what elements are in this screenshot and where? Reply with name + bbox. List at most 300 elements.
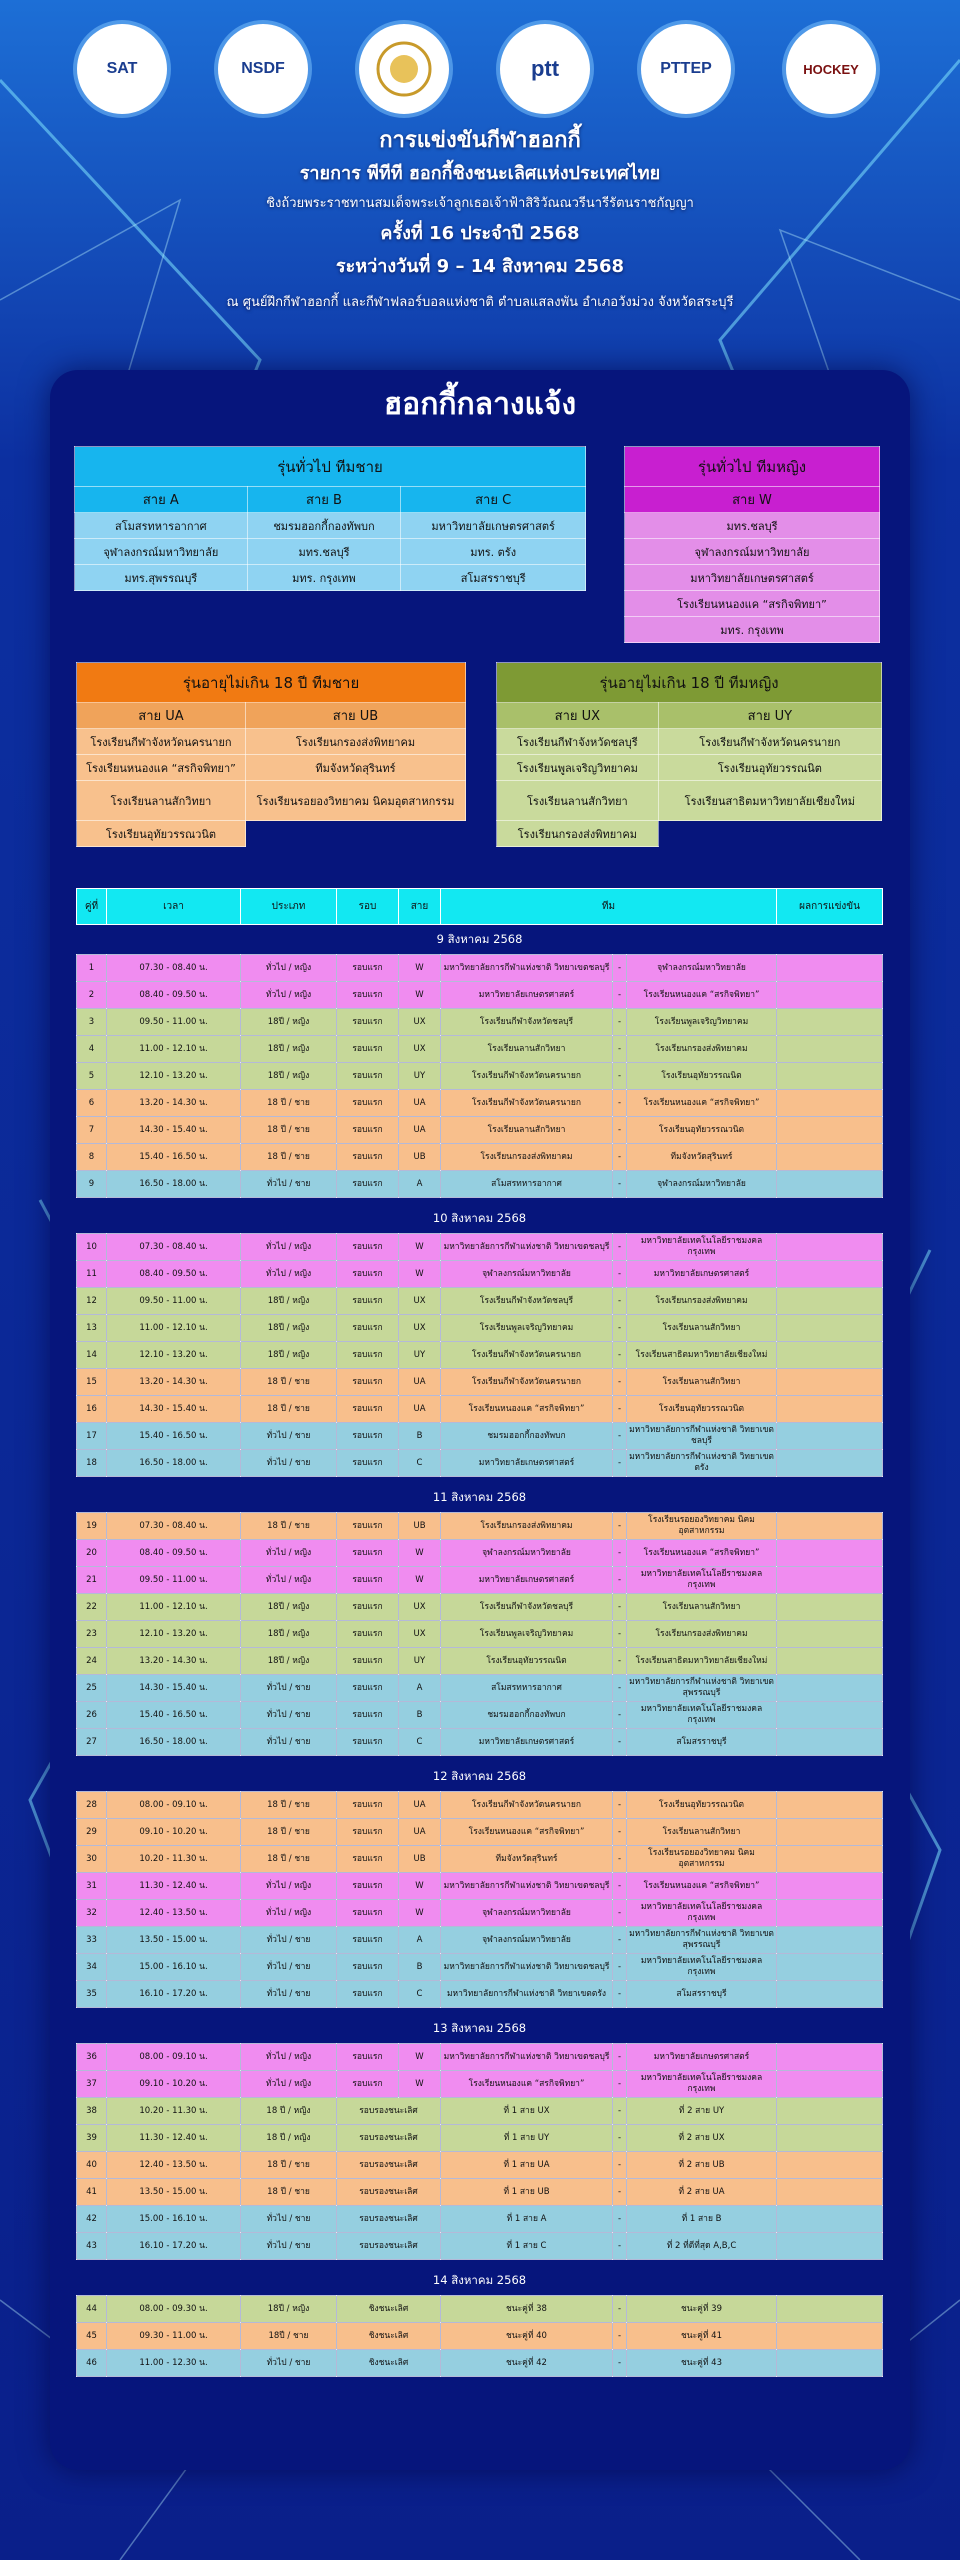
match-pool: W xyxy=(399,1900,441,1927)
match-row xyxy=(77,1675,883,1702)
match-number: 28 xyxy=(77,1792,107,1819)
vs-separator: - xyxy=(613,2296,627,2323)
match-round: รอบแรก xyxy=(337,1513,399,1540)
team-home: มหาวิทยาลัยการกีฬาแห่งชาติ วิทยาเขตชลบุรี xyxy=(441,955,613,982)
logo-label: ptt xyxy=(530,56,560,81)
empty-cell xyxy=(246,821,466,847)
match-round: รอบแรก xyxy=(337,955,399,982)
team-away: ที่ 2 สาย UY xyxy=(627,2098,777,2125)
match-time: 09.10 - 10.20 น. xyxy=(107,1819,241,1846)
team-away: โรงเรียนอุทัยวรรณวนิต xyxy=(627,1792,777,1819)
match-pool: A xyxy=(399,1927,441,1954)
match-pool: UX xyxy=(399,1288,441,1315)
match-result xyxy=(777,1144,883,1171)
panel-title: ฮอกกี้กลางแจ้ง xyxy=(383,387,577,422)
match-row xyxy=(77,2044,883,2071)
event-trophy: ชิงถ้วยพระราชทานสมเด็จพระเจ้าลูกเธอเจ้าฟ้าสิริวัณณวรีนารีรัตนราชกัญญา xyxy=(266,196,694,211)
match-category: 18ปี / หญิง xyxy=(241,1594,337,1621)
col-header: ผลการแข่งขัน xyxy=(777,889,883,925)
vs-separator: - xyxy=(613,2044,627,2071)
match-round: รอบแรก xyxy=(337,1036,399,1063)
match-pool: W xyxy=(399,982,441,1009)
match-category: ทั่วไป / ชาย xyxy=(241,1729,337,1756)
hockey-club-logo xyxy=(786,24,876,114)
vs-separator: - xyxy=(613,1819,627,1846)
match-time: 08.00 - 09.10 น. xyxy=(107,1792,241,1819)
date-row xyxy=(77,925,883,955)
match-round: รอบแรก xyxy=(337,2044,399,2071)
match-result xyxy=(777,1288,883,1315)
match-round: รอบแรก xyxy=(337,1090,399,1117)
team-home: โรงเรียนกีฬาจังหวัดชลบุรี xyxy=(441,1288,613,1315)
group-open-men xyxy=(74,446,586,591)
match-number: 17 xyxy=(77,1423,107,1450)
match-number: 5 xyxy=(77,1063,107,1090)
match-date: 14 สิงหาคม 2568 xyxy=(77,2266,883,2296)
match-time: 16.50 - 18.00 น. xyxy=(107,1729,241,1756)
team-away: โรงเรียนหนองแค “สรกิจพิทยา” xyxy=(627,982,777,1009)
match-pool: UY xyxy=(399,1063,441,1090)
event-subtitle: รายการ พีทีที ฮอกกี้ชิงชนะเลิศแห่งประเทศไทย xyxy=(299,163,661,184)
match-pool: UA xyxy=(399,1117,441,1144)
team-cell: โรงเรียนหนองแค “สรกิจพิทยา” xyxy=(77,755,246,781)
match-pool: W xyxy=(399,1567,441,1594)
team-away: ชนะคู่ที่ 43 xyxy=(627,2350,777,2377)
match-time: 15.40 - 16.50 น. xyxy=(107,1702,241,1729)
match-category: 18 ปี / ชาย xyxy=(241,1369,337,1396)
team-home: ทีมจังหวัดสุรินทร์ xyxy=(441,1846,613,1873)
col-header: เวลา xyxy=(107,889,241,925)
match-number: 6 xyxy=(77,1090,107,1117)
match-round: รอบแรก xyxy=(337,1009,399,1036)
match-result xyxy=(777,1342,883,1369)
match-time: 13.20 - 14.30 น. xyxy=(107,1369,241,1396)
match-row xyxy=(77,1234,883,1261)
match-time: 16.50 - 18.00 น. xyxy=(107,1450,241,1477)
team-cell: มทร.ชลบุรี xyxy=(247,539,401,565)
team-cell: สโมสรราชบุรี xyxy=(401,565,586,591)
schedule-header-row xyxy=(77,889,883,925)
match-time: 14.30 - 15.40 น. xyxy=(107,1675,241,1702)
vs-separator: - xyxy=(613,1873,627,1900)
group-title: รุ่นทั่วไป ทีมหญิง xyxy=(625,447,880,487)
vs-separator: - xyxy=(613,1063,627,1090)
event-header xyxy=(0,124,960,322)
team-cell: โรงเรียนกรองส่งพิทยาคม xyxy=(246,729,466,755)
vs-separator: - xyxy=(613,2350,627,2377)
match-time: 09.10 - 10.20 น. xyxy=(107,2071,241,2098)
logo-label: SAT xyxy=(106,60,138,77)
team-away: โรงเรียนพูลเจริญวิทยาคม xyxy=(627,1009,777,1036)
team-home: โรงเรียนกีฬาจังหวัดนครนายก xyxy=(441,1792,613,1819)
team-away: ที่ 2 สาย UA xyxy=(627,2179,777,2206)
team-home: โรงเรียนพูลเจริญวิทยาคม xyxy=(441,1315,613,1342)
logo-label: PTTEP xyxy=(660,60,712,77)
team-home: โรงเรียนกรองส่งพิทยาคม xyxy=(441,1513,613,1540)
match-round: รอบแรก xyxy=(337,1144,399,1171)
pool-label: สาย UA xyxy=(77,703,246,729)
team-home: มหาวิทยาลัยการกีฬาแห่งชาติ วิทยาเขตชลบุรี xyxy=(441,1954,613,1981)
team-away: ที่ 2 ที่ดีที่สุด A,B,C xyxy=(627,2233,777,2260)
match-category: ทั่วไป / หญิง xyxy=(241,982,337,1009)
match-number: 46 xyxy=(77,2350,107,2377)
team-home: ที่ 1 สาย UY xyxy=(441,2125,613,2152)
vs-separator: - xyxy=(613,1621,627,1648)
vs-separator: - xyxy=(613,982,627,1009)
match-category: ทั่วไป / ชาย xyxy=(241,1423,337,1450)
match-schedule-table xyxy=(76,888,883,2377)
match-result xyxy=(777,1540,883,1567)
match-result xyxy=(777,1117,883,1144)
team-home: โรงเรียนหนองแค “สรกิจพิทยา” xyxy=(441,1819,613,1846)
team-cell: มหาวิทยาลัยเกษตรศาสตร์ xyxy=(625,565,880,591)
match-number: 12 xyxy=(77,1288,107,1315)
vs-separator: - xyxy=(613,1729,627,1756)
vs-separator: - xyxy=(613,2206,627,2233)
team-away: โรงเรียนอุทัยวรรณวนิต xyxy=(627,1117,777,1144)
match-category: 18 ปี / ชาย xyxy=(241,1396,337,1423)
match-time: 13.50 - 15.00 น. xyxy=(107,2179,241,2206)
team-home: โรงเรียนอุทัยวรรณนิต xyxy=(441,1648,613,1675)
match-round: รอบแรก xyxy=(337,982,399,1009)
vs-separator: - xyxy=(613,2125,627,2152)
match-number: 41 xyxy=(77,2179,107,2206)
vs-separator: - xyxy=(613,1846,627,1873)
vs-separator: - xyxy=(613,2233,627,2260)
match-result xyxy=(777,1621,883,1648)
match-category: 18 ปี / ชาย xyxy=(241,2179,337,2206)
match-category: ทั่วไป / ชาย xyxy=(241,1954,337,1981)
crest-icon xyxy=(374,39,434,99)
vs-separator: - xyxy=(613,2152,627,2179)
match-result xyxy=(777,1792,883,1819)
match-category: 18ปี / หญิง xyxy=(241,2296,337,2323)
match-category: 18ปี / ชาย xyxy=(241,2323,337,2350)
match-round: รอบแรก xyxy=(337,1117,399,1144)
match-number: 33 xyxy=(77,1927,107,1954)
match-round: รอบแรก xyxy=(337,1396,399,1423)
match-row xyxy=(77,1567,883,1594)
match-category: ทั่วไป / หญิง xyxy=(241,2044,337,2071)
team-home: โรงเรียนกีฬาจังหวัดชลบุรี xyxy=(441,1009,613,1036)
match-category: 18ปี / หญิง xyxy=(241,1288,337,1315)
match-round: รอบรองชนะเลิศ xyxy=(337,2179,441,2206)
team-away: โรงเรียนลานสักวิทยา xyxy=(627,1594,777,1621)
match-number: 39 xyxy=(77,2125,107,2152)
match-row xyxy=(77,2125,883,2152)
empty-cell xyxy=(658,821,881,847)
event-edition: ครั้งที่ 16 ประจำปี 2568 xyxy=(380,223,580,244)
group-title: รุ่นอายุไม่เกิน 18 ปี ทีมหญิง xyxy=(497,663,882,703)
match-round: รอบแรก xyxy=(337,1954,399,1981)
team-home: โรงเรียนกีฬาจังหวัดนครนายก xyxy=(441,1090,613,1117)
event-venue: ณ ศูนย์ฝึกกีฬาฮอกกี้ และกีฬาฟลอร์บอลแห่งชาติ ตำบลแสลงพัน อำเภอวังม่วง จังหวัดสระบุรี xyxy=(226,295,734,310)
match-time: 08.40 - 09.50 น. xyxy=(107,1540,241,1567)
match-round: รอบแรก xyxy=(337,1063,399,1090)
match-time: 08.40 - 09.50 น. xyxy=(107,982,241,1009)
match-date: 10 สิงหาคม 2568 xyxy=(77,1204,883,1234)
match-row xyxy=(77,1540,883,1567)
team-away: มหาวิทยาลัยการกีฬาแห่งชาติ วิทยาเขตสุพรรณบุรี xyxy=(627,1675,777,1702)
match-row xyxy=(77,1090,883,1117)
match-number: 36 xyxy=(77,2044,107,2071)
team-cell: มทร.สุพรรณบุรี xyxy=(75,565,248,591)
vs-separator: - xyxy=(613,1513,627,1540)
match-number: 16 xyxy=(77,1396,107,1423)
team-away: จุฬาลงกรณ์มหาวิทยาลัย xyxy=(627,1171,777,1198)
match-result xyxy=(777,1729,883,1756)
vs-separator: - xyxy=(613,1009,627,1036)
team-away: ชนะคู่ที่ 41 xyxy=(627,2323,777,2350)
match-number: 15 xyxy=(77,1369,107,1396)
match-pool: C xyxy=(399,1981,441,2008)
team-home: จุฬาลงกรณ์มหาวิทยาลัย xyxy=(441,1900,613,1927)
match-time: 10.20 - 11.30 น. xyxy=(107,2098,241,2125)
team-home: โรงเรียนพูลเจริญวิทยาคม xyxy=(441,1621,613,1648)
vs-separator: - xyxy=(613,1900,627,1927)
team-away: ที่ 2 สาย UB xyxy=(627,2152,777,2179)
team-cell: มทร. กรุงเทพ xyxy=(625,617,880,643)
team-home: มหาวิทยาลัยเกษตรศาสตร์ xyxy=(441,1729,613,1756)
match-row xyxy=(77,1036,883,1063)
vs-separator: - xyxy=(613,1396,627,1423)
match-category: 18 ปี / หญิง xyxy=(241,2125,337,2152)
match-time: 12.10 - 13.20 น. xyxy=(107,1621,241,1648)
match-round: รอบแรก xyxy=(337,1369,399,1396)
match-time: 12.10 - 13.20 น. xyxy=(107,1342,241,1369)
team-cell: ชมรมฮอกกี้กองทัพบก xyxy=(247,513,401,539)
match-result xyxy=(777,982,883,1009)
match-pool: UX xyxy=(399,1315,441,1342)
vs-separator: - xyxy=(613,2098,627,2125)
team-home: ที่ 1 สาย UA xyxy=(441,2152,613,2179)
pool-label: สาย W xyxy=(625,487,880,513)
team-home: ที่ 1 สาย A xyxy=(441,2206,613,2233)
match-time: 13.20 - 14.30 น. xyxy=(107,1648,241,1675)
team-home: โรงเรียนลานสักวิทยา xyxy=(441,1036,613,1063)
vs-separator: - xyxy=(613,1702,627,1729)
match-number: 19 xyxy=(77,1513,107,1540)
team-home: สโมสรทหารอากาศ xyxy=(441,1171,613,1198)
match-category: 18 ปี / ชาย xyxy=(241,1144,337,1171)
team-cell: มทร. ตรัง xyxy=(401,539,586,565)
vs-separator: - xyxy=(613,2323,627,2350)
match-category: ทั่วไป / หญิง xyxy=(241,1567,337,1594)
match-result xyxy=(777,1315,883,1342)
team-cell: โรงเรียนกีฬาจังหวัดชลบุรี xyxy=(497,729,659,755)
match-number: 42 xyxy=(77,2206,107,2233)
team-home: ชนะคู่ที่ 40 xyxy=(441,2323,613,2350)
match-category: 18 ปี / ชาย xyxy=(241,2152,337,2179)
team-home: โรงเรียนหนองแค “สรกิจพิทยา” xyxy=(441,1396,613,1423)
sponsor-logos xyxy=(0,24,960,124)
match-row xyxy=(77,1621,883,1648)
match-time: 16.10 - 17.20 น. xyxy=(107,1981,241,2008)
match-result xyxy=(777,2206,883,2233)
match-category: ทั่วไป / ชาย xyxy=(241,2350,337,2377)
match-category: ทั่วไป / หญิง xyxy=(241,1234,337,1261)
match-category: 18 ปี / ชาย xyxy=(241,1819,337,1846)
col-header: คู่ที่ xyxy=(77,889,107,925)
team-home: ที่ 1 สาย UX xyxy=(441,2098,613,2125)
match-number: 1 xyxy=(77,955,107,982)
pool-label: สาย UB xyxy=(246,703,466,729)
match-category: 18ปี / หญิง xyxy=(241,1621,337,1648)
match-result xyxy=(777,1009,883,1036)
team-away: สโมสรราชบุรี xyxy=(627,1729,777,1756)
match-number: 9 xyxy=(77,1171,107,1198)
team-home: มหาวิทยาลัยเกษตรศาสตร์ xyxy=(441,1450,613,1477)
match-round: รอบแรก xyxy=(337,1450,399,1477)
match-round: รอบรองชนะเลิศ xyxy=(337,2098,441,2125)
match-result xyxy=(777,1927,883,1954)
group-u18-men xyxy=(76,662,466,847)
match-pool: UX xyxy=(399,1594,441,1621)
match-category: 18 ปี / ชาย xyxy=(241,1117,337,1144)
team-home: โรงเรียนหนองแค “สรกิจพิทยา” xyxy=(441,2071,613,2098)
match-round: รอบรองชนะเลิศ xyxy=(337,2125,441,2152)
match-time: 09.50 - 11.00 น. xyxy=(107,1009,241,1036)
match-time: 11.00 - 12.10 น. xyxy=(107,1036,241,1063)
match-number: 40 xyxy=(77,2152,107,2179)
match-row xyxy=(77,1342,883,1369)
match-pool: UX xyxy=(399,1036,441,1063)
match-result xyxy=(777,1873,883,1900)
pool-label: สาย A xyxy=(75,487,248,513)
team-away: สโมสรราชบุรี xyxy=(627,1981,777,2008)
team-cell: โรงเรียนสาธิตมหาวิทยาลัยเชียงใหม่ xyxy=(658,781,881,821)
match-round: รอบรองชนะเลิศ xyxy=(337,2152,441,2179)
team-cell: โรงเรียนกีฬาจังหวัดนครนายก xyxy=(658,729,881,755)
team-away: โรงเรียนลานสักวิทยา xyxy=(627,1819,777,1846)
match-date: 13 สิงหาคม 2568 xyxy=(77,2014,883,2044)
team-home: มหาวิทยาลัยเกษตรศาสตร์ xyxy=(441,982,613,1009)
team-home: โรงเรียนกรองส่งพิทยาคม xyxy=(441,1144,613,1171)
date-row xyxy=(77,2014,883,2044)
match-row xyxy=(77,2323,883,2350)
vs-separator: - xyxy=(613,1450,627,1477)
team-away: มหาวิทยาลัยเทคโนโลยีราชมงคล กรุงเทพ xyxy=(627,1702,777,1729)
team-home: โรงเรียนกีฬาจังหวัดชลบุรี xyxy=(441,1594,613,1621)
team-away: มหาวิทยาลัยเทคโนโลยีราชมงคล กรุงเทพ xyxy=(627,2071,777,2098)
match-pool: W xyxy=(399,2044,441,2071)
group-open-women xyxy=(624,446,880,643)
match-row xyxy=(77,1729,883,1756)
team-away: ชนะคู่ที่ 39 xyxy=(627,2296,777,2323)
vs-separator: - xyxy=(613,1567,627,1594)
vs-separator: - xyxy=(613,1342,627,1369)
match-category: ทั่วไป / ชาย xyxy=(241,1981,337,2008)
match-pool: UA xyxy=(399,1819,441,1846)
match-number: 3 xyxy=(77,1009,107,1036)
match-category: ทั่วไป / หญิง xyxy=(241,1900,337,1927)
match-category: 18 ปี / ชาย xyxy=(241,1846,337,1873)
team-away: ทีมจังหวัดสุรินทร์ xyxy=(627,1144,777,1171)
match-row xyxy=(77,1981,883,2008)
team-home: จุฬาลงกรณ์มหาวิทยาลัย xyxy=(441,1540,613,1567)
match-number: 45 xyxy=(77,2323,107,2350)
match-result xyxy=(777,1423,883,1450)
match-category: ทั่วไป / ชาย xyxy=(241,1702,337,1729)
vs-separator: - xyxy=(613,955,627,982)
match-pool: C xyxy=(399,1729,441,1756)
match-time: 13.20 - 14.30 น. xyxy=(107,1090,241,1117)
match-round: รอบแรก xyxy=(337,1819,399,1846)
match-round: รอบแรก xyxy=(337,1900,399,1927)
match-number: 31 xyxy=(77,1873,107,1900)
sat-logo xyxy=(77,24,167,114)
match-number: 29 xyxy=(77,1819,107,1846)
pool-label: สาย UX xyxy=(497,703,659,729)
match-row xyxy=(77,1873,883,1900)
match-round: รอบแรก xyxy=(337,1288,399,1315)
team-away: โรงเรียนลานสักวิทยา xyxy=(627,1315,777,1342)
match-row xyxy=(77,2098,883,2125)
match-category: 18 ปี / หญิง xyxy=(241,2098,337,2125)
match-time: 11.00 - 12.10 น. xyxy=(107,1315,241,1342)
match-number: 4 xyxy=(77,1036,107,1063)
team-home: มหาวิทยาลัยการกีฬาแห่งชาติ วิทยาเขตตรัง xyxy=(441,1981,613,2008)
match-round: รอบแรก xyxy=(337,1423,399,1450)
match-row xyxy=(77,1594,883,1621)
match-time: 12.10 - 13.20 น. xyxy=(107,1063,241,1090)
match-pool: UB xyxy=(399,1846,441,1873)
match-result xyxy=(777,1261,883,1288)
match-row xyxy=(77,1396,883,1423)
team-home: ชนะคู่ที่ 42 xyxy=(441,2350,613,2377)
vs-separator: - xyxy=(613,1369,627,1396)
team-cell: ทีมจังหวัดสุรินทร์ xyxy=(246,755,466,781)
match-pool: UB xyxy=(399,1513,441,1540)
match-pool: A xyxy=(399,1675,441,1702)
match-time: 14.30 - 15.40 น. xyxy=(107,1117,241,1144)
vs-separator: - xyxy=(613,1540,627,1567)
col-header: ประเภท xyxy=(241,889,337,925)
match-result xyxy=(777,955,883,982)
match-row xyxy=(77,1819,883,1846)
match-row xyxy=(77,1009,883,1036)
vs-separator: - xyxy=(613,1927,627,1954)
match-time: 07.30 - 08.40 น. xyxy=(107,1513,241,1540)
team-away: มหาวิทยาลัยการกีฬาแห่งชาติ วิทยาเขตชลบุรี xyxy=(627,1423,777,1450)
vs-separator: - xyxy=(613,1117,627,1144)
group-u18-women xyxy=(496,662,882,847)
match-result xyxy=(777,2296,883,2323)
match-row xyxy=(77,2152,883,2179)
match-result xyxy=(777,1594,883,1621)
match-result xyxy=(777,2071,883,2098)
match-number: 20 xyxy=(77,1540,107,1567)
match-row xyxy=(77,1846,883,1873)
match-time: 07.30 - 08.40 น. xyxy=(107,1234,241,1261)
match-row xyxy=(77,1513,883,1540)
match-time: 11.30 - 12.40 น. xyxy=(107,1873,241,1900)
match-round: ชิงชนะเลิศ xyxy=(337,2296,441,2323)
team-home: ที่ 1 สาย C xyxy=(441,2233,613,2260)
team-away: จุฬาลงกรณ์มหาวิทยาลัย xyxy=(627,955,777,982)
date-row xyxy=(77,1483,883,1513)
match-result xyxy=(777,1513,883,1540)
match-category: ทั่วไป / หญิง xyxy=(241,1540,337,1567)
match-category: 18 ปี / ชาย xyxy=(241,1090,337,1117)
match-result xyxy=(777,2233,883,2260)
match-pool: UA xyxy=(399,1396,441,1423)
match-number: 26 xyxy=(77,1702,107,1729)
match-row xyxy=(77,1171,883,1198)
match-number: 13 xyxy=(77,1315,107,1342)
team-away: มหาวิทยาลัยเทคโนโลยีราชมงคล กรุงเทพ xyxy=(627,1234,777,1261)
match-time: 15.40 - 16.50 น. xyxy=(107,1423,241,1450)
